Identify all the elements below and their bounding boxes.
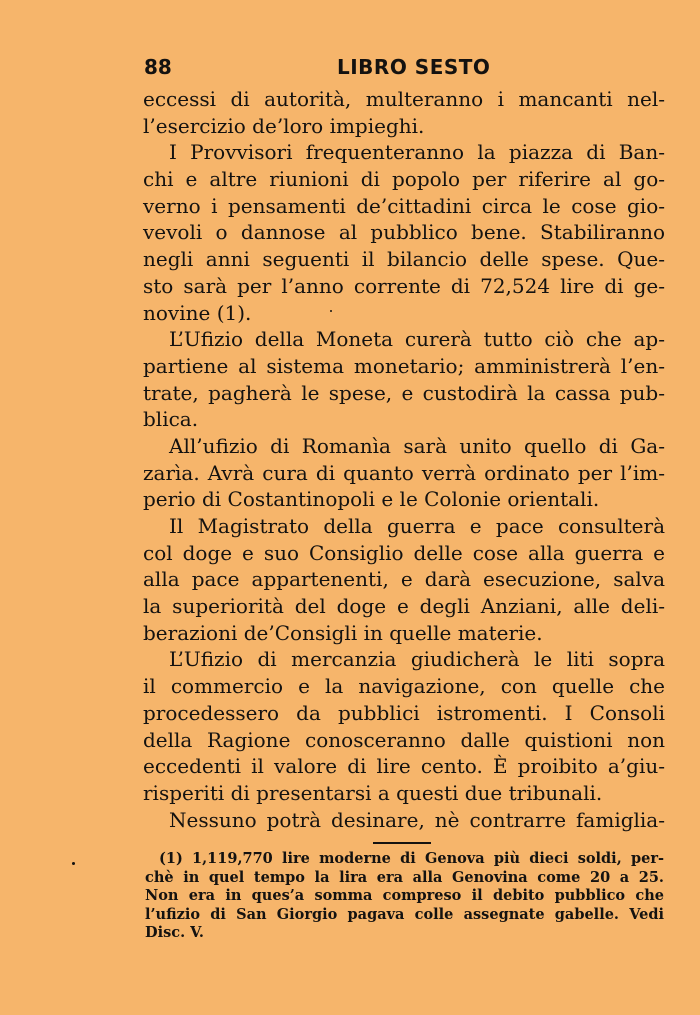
footnote-separator [373, 842, 431, 844]
text-line: zarìa. Avrà cura di quanto verrà ordinato per l’im- [143, 460, 665, 485]
text-line: eccedenti il valore di lire cento. È proibito a’giu- [143, 754, 665, 779]
text-line: Nessuno potrà desinare, nè contrarre famiglia- [169, 807, 665, 832]
footnote-line: l’ufizio di San Giorgio pagava colle assegnate gabelle. Vedi [145, 905, 664, 923]
text-line: della Ragione conosceranno dalle quistioni non [143, 727, 665, 752]
text-line: col doge e suo Consiglio delle cose alla guerra e [143, 540, 665, 565]
text-line: novine (1). [143, 300, 252, 325]
text-line: sto sarà per l’anno corrente di 72,524 lire di ge- [143, 273, 665, 298]
text-line: vevoli o dannose al pubblico bene. Stabiliranno [143, 220, 665, 245]
text-line: il commercio e la navigazione, con quelle che [143, 674, 665, 699]
page-number: 88 [144, 55, 172, 79]
text-line: procedessero da pubblici istromenti. I Consoli [143, 700, 665, 725]
text-line: alla pace appartenenti, e darà esecuzione, salva [143, 567, 665, 592]
footnote-line: (1) 1,119,770 lire moderne di Genova più dieci soldi, per- [159, 850, 664, 867]
footnote [145, 850, 664, 943]
running-head: LIBRO SESTO [337, 55, 491, 79]
footnote-line: Non era in ques’a somma compreso il debito pubblico che [145, 887, 664, 905]
body-text [143, 86, 665, 833]
text-line: l’esercizio de’loro impieghi. [143, 113, 425, 138]
text-line: eccessi di autorità, multeranno i mancanti nel- [143, 87, 665, 111]
text-line: risperiti di presentarsi a questi due tribunali. [143, 780, 603, 805]
print-speck [330, 310, 332, 312]
print-speck [72, 862, 75, 865]
text-line: partiene al sistema monetario; amministrerà l’en- [143, 353, 665, 378]
text-line: berazioni de’Consigli in quelle materie. [143, 620, 543, 645]
footnote-line: Disc. V. [145, 924, 204, 942]
text-line: All’ufizio di Romanìa sarà unito quello di Ga- [169, 433, 665, 458]
footnote-line: chè in quel tempo la lira era alla Genovina come 20 a 25. [145, 868, 664, 886]
text-line: negli anni seguenti il bilancio delle spese. Que- [143, 247, 665, 272]
text-line: perio di Costantinopoli e le Colonie orientali. [143, 487, 600, 512]
text-line: I Provvisori frequenteranno la piazza di Ban- [169, 140, 665, 165]
text-line: L’Ufizio di mercanzia giudicherà le liti sopra [169, 647, 665, 672]
text-line: verno i pensamenti de’cittadini circa le cose gio- [143, 193, 665, 218]
text-line: Il Magistrato della guerra e pace consulterà [169, 514, 665, 538]
text-line: L’Ufizio della Moneta curerà tutto ciò che ap- [169, 327, 665, 352]
text-line: la superiorità del doge e degli Anziani, alle deli- [143, 594, 665, 619]
page-header [144, 55, 666, 85]
text-line: trate, pagherà le spese, e custodirà la cassa pub- [143, 380, 665, 405]
text-line: blica. [143, 407, 199, 432]
text-line: chi e altre riunioni di popolo per riferire al go- [143, 167, 665, 192]
